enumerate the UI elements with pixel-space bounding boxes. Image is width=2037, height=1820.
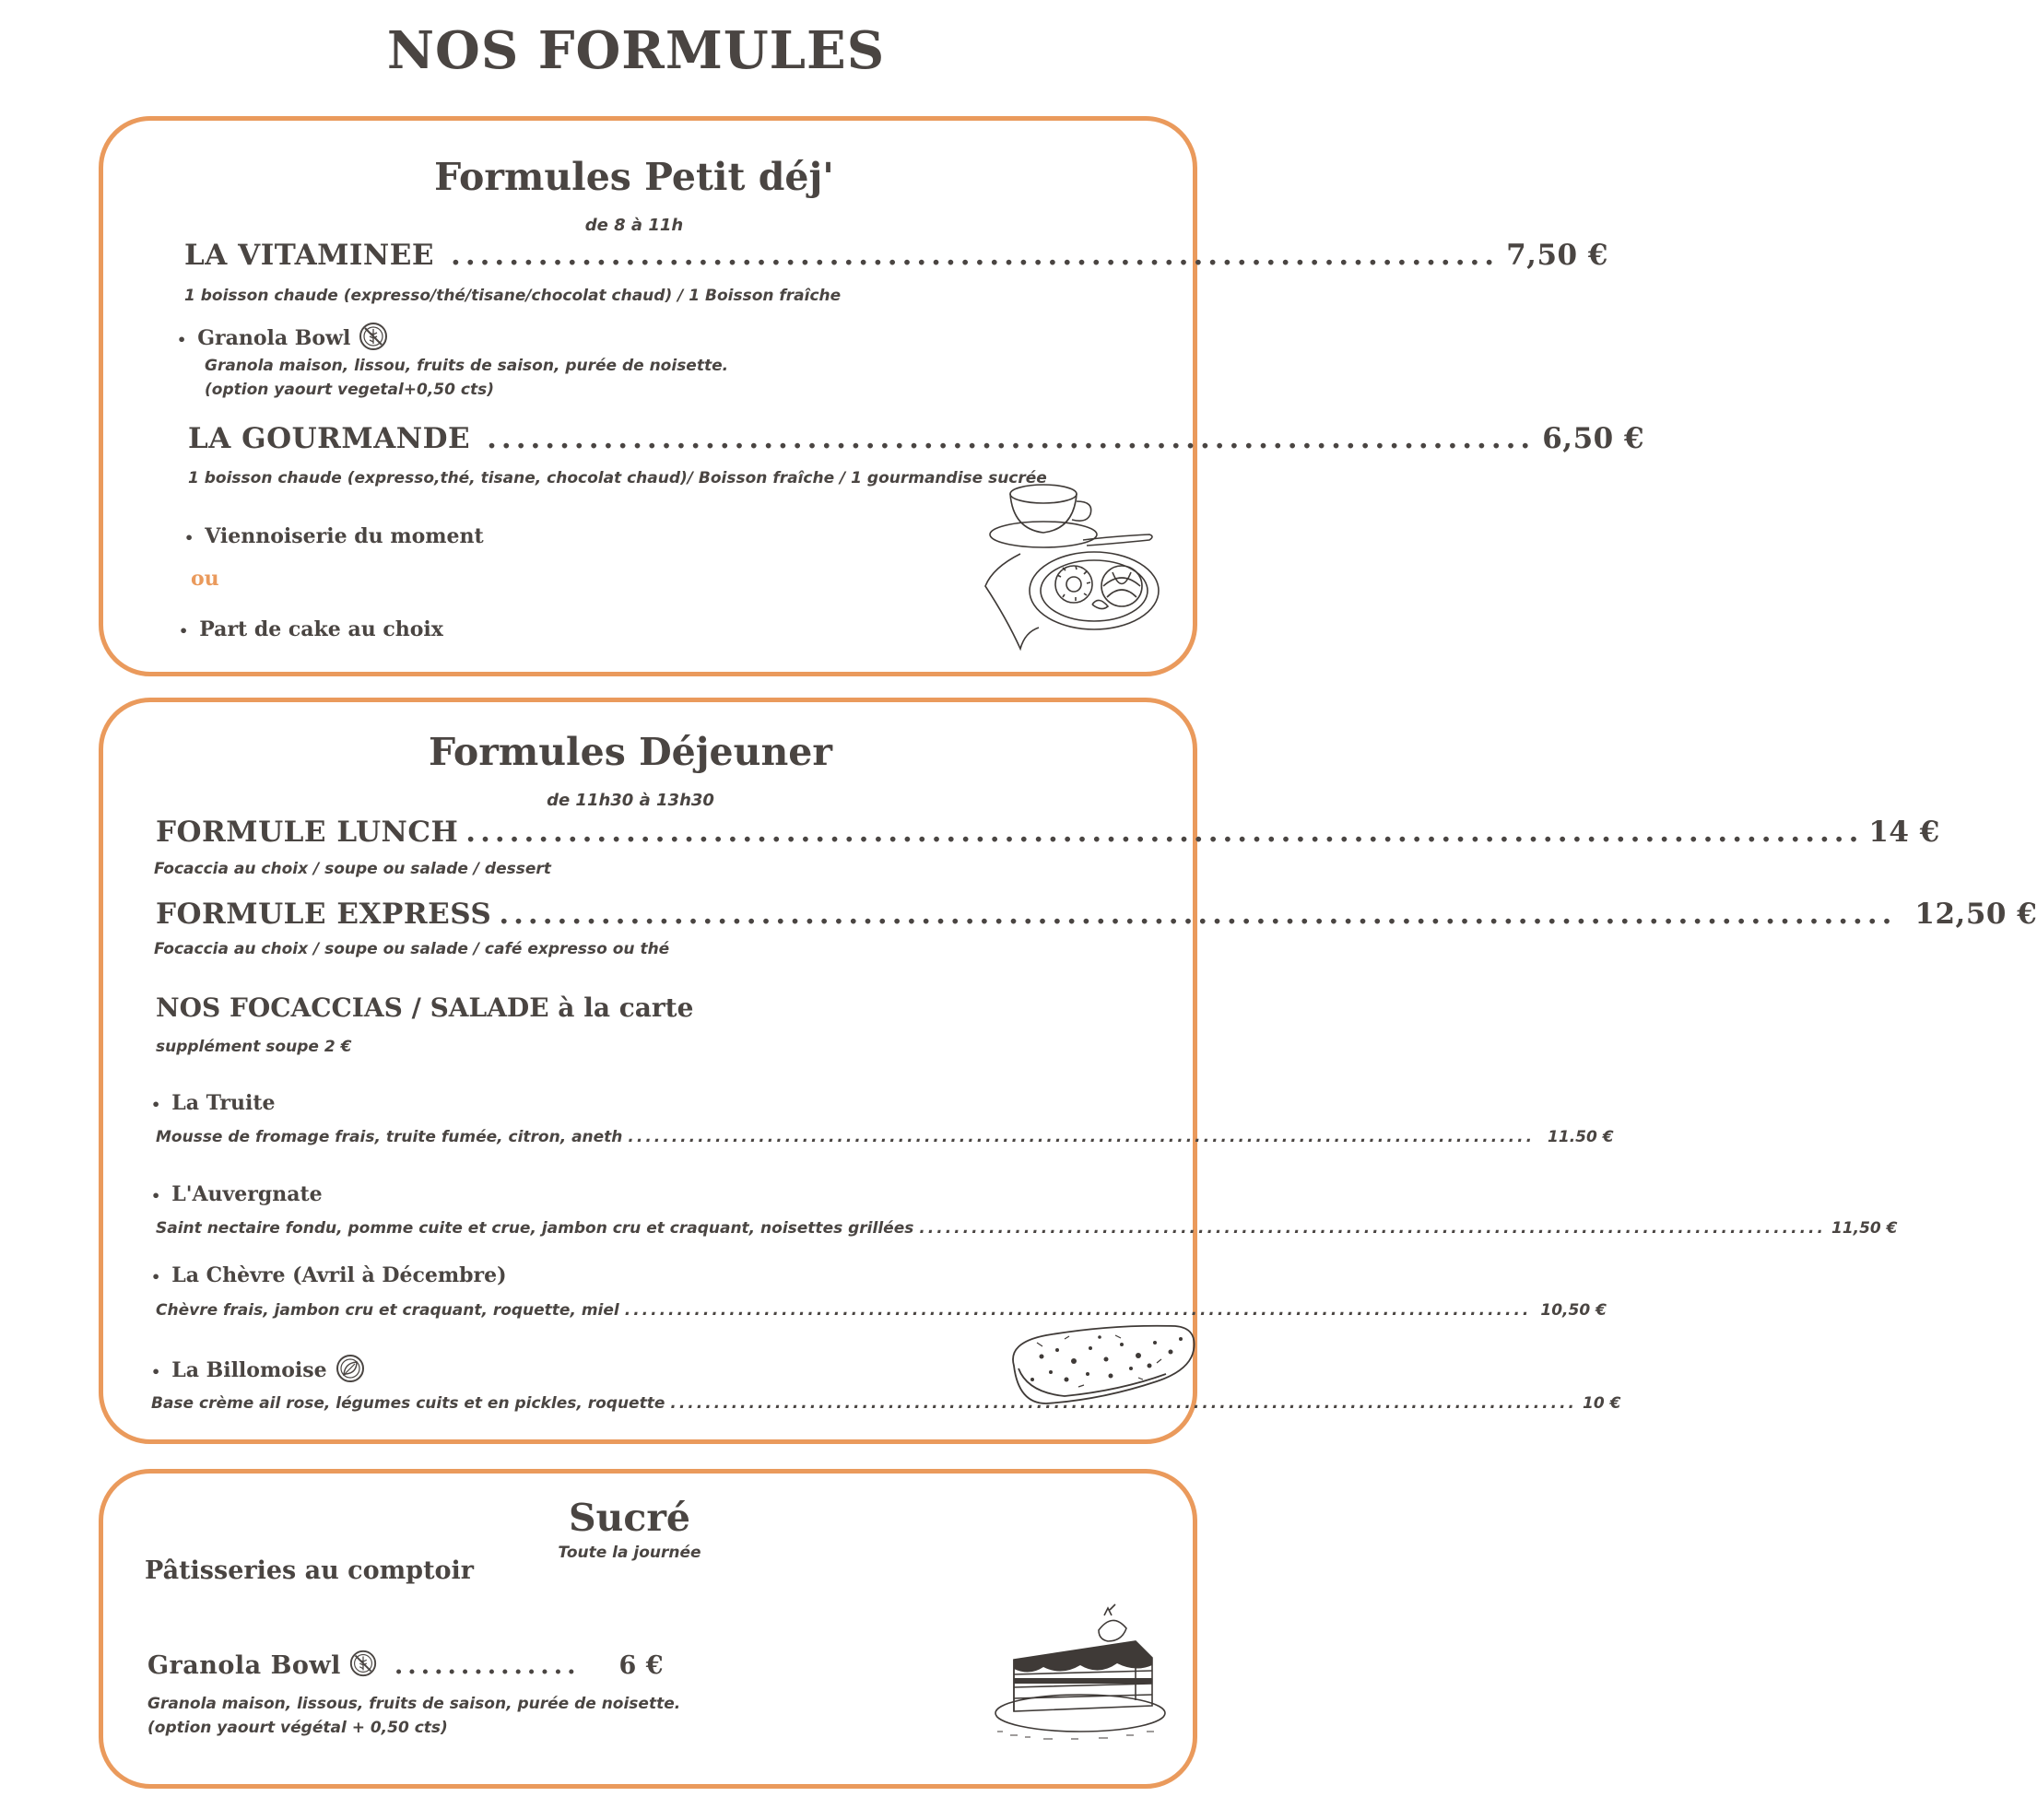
gluten-free-icon (348, 1649, 378, 1685)
bullet-dot: • (151, 1268, 161, 1286)
bullet-dot: • (151, 1363, 161, 1380)
vitaminee-granola-name: Granola Bowl (197, 326, 351, 350)
bullet-dot: • (179, 622, 189, 640)
lunch-desc: Focaccia au choix / soupe ou salade / dessert (154, 860, 551, 878)
gourmande-option1 (184, 524, 484, 548)
focaccias-title: NOS FOCACCIAS / SALADE à la carte (156, 992, 694, 1023)
sucre-title: Sucré (568, 1496, 691, 1540)
focaccia-desc: Saint nectaire fondu, pomme cuite et crue, jambon cru et craquant, noisettes grillées (156, 1219, 914, 1238)
gourmande-desc: 1 boisson chaude (expresso,thé, tisane, chocolat chaud)/ Boisson fraîche / 1 gourmandise sucrée (188, 469, 1047, 487)
vitaminee-price: 7,50 € (1506, 239, 1608, 272)
lunch-price: 14 € (1868, 816, 1940, 849)
focaccia-name: L'Auvergnate (171, 1182, 323, 1206)
bullet-dot: • (151, 1187, 161, 1204)
gourmande-option1-label: Viennoiserie du moment (205, 524, 484, 548)
focaccia-leader: ........................................................................................................ (919, 1219, 1826, 1238)
bullet-dot: • (177, 331, 187, 348)
bullet-dot: • (151, 1096, 161, 1113)
gourmande-option2 (179, 617, 443, 641)
express-price: 12,50 € (1914, 898, 2037, 931)
express-desc: Focaccia au choix / soupe ou salade / café expresso ou thé (154, 940, 670, 958)
focaccia-item-billomoise (151, 1353, 366, 1390)
patisseries-label: Pâtisseries au comptoir (145, 1556, 475, 1585)
dejeuner-card (99, 698, 2037, 1444)
lunch-row (156, 816, 1940, 849)
focaccia-row-chevre (156, 1301, 1607, 1320)
vitaminee-row (184, 239, 1608, 272)
lunch-name: FORMULE LUNCH (156, 816, 459, 849)
dejeuner-title: Formules Déjeuner (429, 730, 832, 774)
petit-dej-hours: de 8 à 11h (584, 216, 684, 235)
focaccia-price: 11.50 € (1548, 1128, 1614, 1146)
gourmande-or: ou (191, 567, 219, 591)
petit-dej-card (99, 116, 1645, 676)
vitaminee-desc: 1 boisson chaude (expresso/thé/tisane/chocolat chaud) / 1 Boisson fraîche (184, 287, 842, 305)
focaccia-desc: Base crème ail rose, légumes cuits et en pickles, roquette (151, 1394, 665, 1413)
focaccia-name: La Chèvre (Avril à Décembre) (171, 1263, 507, 1287)
sucre-granola-desc1: Granola maison, lissous, fruits de saison, purée de noisette. (147, 1695, 681, 1713)
focaccia-item-auvergnate (151, 1182, 323, 1206)
focaccia-name: La Truite (171, 1091, 276, 1115)
express-leader: ................................................................................................ (499, 898, 1897, 931)
bullet-dot: • (184, 529, 194, 546)
focaccia-leader: ........................................................................................................ (628, 1128, 1536, 1146)
sucre-granola-leader: .............. (394, 1651, 581, 1680)
focaccia-desc: Chèvre frais, jambon cru et craquant, roquette, miel (156, 1301, 619, 1320)
coffee-pastry-illustration (983, 466, 1168, 651)
focaccia-row-truite (156, 1128, 1614, 1146)
sucre-granola-row (147, 1649, 664, 1685)
lunch-leader: ................................................................................................ (465, 816, 1864, 849)
express-name: FORMULE EXPRESS (156, 898, 492, 931)
gourmande-leader: ........................................................................ (487, 422, 1536, 455)
gourmande-price: 6,50 € (1542, 422, 1645, 455)
sucre-hours: Toute la journée (558, 1544, 701, 1562)
focaccia-illustration (1000, 1315, 1198, 1416)
sucre-granola-price: 6 € (618, 1651, 664, 1680)
vegetarian-leaf-icon (335, 1353, 366, 1390)
focaccia-leader: ........................................................................................................ (624, 1301, 1532, 1320)
focaccia-row-billomoise (151, 1394, 1621, 1413)
gourmande-row (188, 422, 1645, 455)
focaccia-price: 11,50 € (1831, 1219, 1898, 1238)
dejeuner-hours: de 11h30 à 13h30 (547, 791, 714, 810)
gluten-free-icon (358, 321, 389, 358)
cake-illustration (988, 1593, 1172, 1750)
petit-dej-title: Formules Petit déj' (434, 155, 834, 199)
page-title: NOS FORMULES (386, 20, 886, 81)
focaccia-desc: Mousse de fromage frais, truite fumée, citron, aneth (156, 1128, 623, 1146)
focaccia-row-auvergnate (156, 1219, 1898, 1238)
focaccia-name: La Billomoise (171, 1358, 327, 1382)
sucre-granola-desc2: (option yaourt végétal + 0,50 cts) (147, 1719, 448, 1737)
vitaminee-granola-desc1: Granola maison, lissou, fruits de saison, purée de noisette. (205, 357, 729, 375)
focaccia-leader: ........................................................................................................ (670, 1394, 1578, 1413)
gourmande-name: LA GOURMANDE (188, 422, 471, 455)
vitaminee-leader: ........................................................................ (451, 239, 1500, 272)
vitaminee-granola-desc2: (option yaourt vegetal+0,50 cts) (205, 381, 494, 399)
sucre-granola-name: Granola Bowl (147, 1651, 341, 1680)
sucre-card (99, 1469, 1197, 1789)
express-row (156, 898, 2037, 931)
focaccia-item-truite (151, 1091, 276, 1115)
vitaminee-name: LA VITAMINEE (184, 239, 435, 272)
focaccia-item-chevre (151, 1263, 507, 1287)
focaccia-price: 10,50 € (1540, 1301, 1607, 1320)
focaccia-price: 10 € (1583, 1394, 1621, 1413)
gourmande-option2-label: Part de cake au choix (199, 617, 443, 641)
focaccias-supplement: supplément soupe 2 € (156, 1038, 352, 1056)
vitaminee-granola-item (177, 321, 389, 358)
